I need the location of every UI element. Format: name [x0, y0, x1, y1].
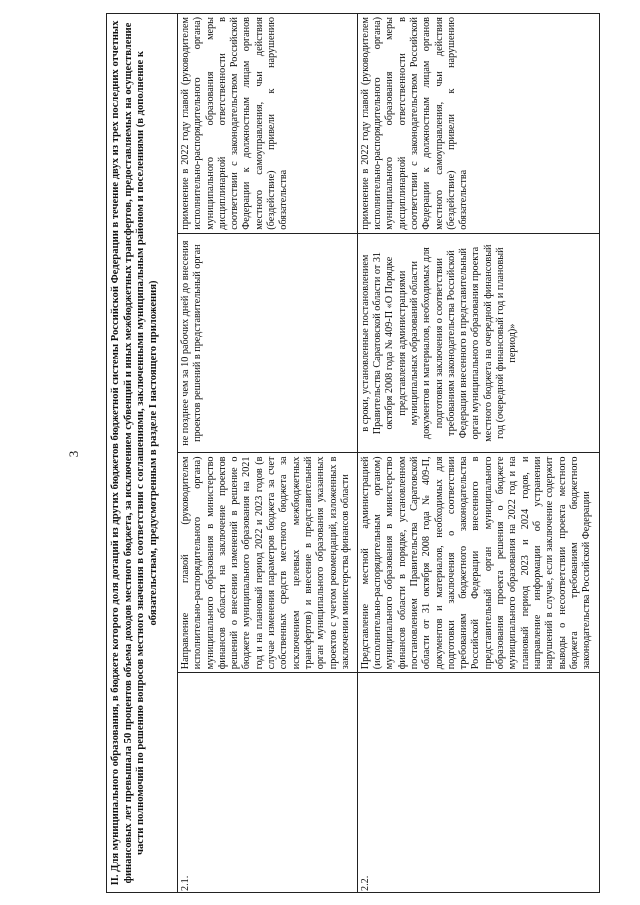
- table-row: [178, 14, 358, 893]
- sanction-cell: применение в 2022 году главой (руководителем исполнительно-распорядительного органа) муниципального образования меры дисциплинарной ответственности в соответствии с законодательством Российской Федерации к должностным лицам органов местного самоуправления, чьи действия (бездействие) привели к нарушению обязательства: [357, 14, 599, 234]
- deadline-cell: в сроки, установленные постановлением Правительства Саратовской области от 31 октября 2008 года № 409-П «О Порядке представления администрациями муниципальных образований области документов и материалов, необходимых для подготовки заключения о соответствии требованиям законодательства Российской Федерации внесенного в представительный орган муниципального образования проекта местного бюджета на очередной финансовый год (очередной финансовый год и плановый период)»: [357, 233, 599, 453]
- rotated-document: [106, 13, 600, 893]
- deadline-cell: не позднее чем за 10 рабочих дней до внесения проектов решений в представительный орган: [178, 233, 358, 453]
- table-row: [357, 14, 599, 893]
- section-title: II. Для муниципального образования, в бюджете которого доля дотаций из других бюджетов бюджетной системы Российской Федерации в течение двух из трех последних отчетных финансовых лет превышала 50 процентов объема доходов местного бюджета, за исключением субвенций и иных межбюджетных трансфертов, предоставляемых на осуществление части полномочий по решению вопросов местного значения в соответствии с соглашениями, заключенными муниципальным районом и поселениями (в дополнение к обязательствам, предусмотренным в разделе I настоящего приложения): [107, 14, 178, 893]
- row-number: 2.2.: [357, 673, 599, 893]
- section-header-row: [107, 14, 178, 893]
- sanction-cell: применение в 2022 году главой (руководителем исполнительно-распорядительного органа) муниципального образования меры дисциплинарной ответственности в соответствии с законодательством Российской Федерации к должностным лицам органов местного самоуправления, чьи действия (бездействие) привели к нарушению обязательства: [178, 14, 358, 234]
- obligation-cell: Направление главой (руководителем исполнительно-распорядительного органа) муниципального образования в министерство финансов области на заключение проектов решений о внесении изменений в решение о бюджете муниципального образования на 2021 год и на плановый период 2022 и 2023 годов (в случае изменения параметров бюджета за счет собственных средств местного бюджета за исключением целевых межбюджетных трансфертов) и внесение в представительный орган муниципального образования указанных проектов с учетом рекомендаций, изложенных в заключении министерства финансов области: [178, 453, 358, 673]
- obligations-table: [106, 13, 600, 893]
- row-number: 2.1.: [178, 673, 358, 893]
- obligation-cell: Представление местной администрацией (исполнительно-распорядительным органом) муниципального образования в министерство финансов области в порядке, установленном постановлением Правительства Саратовской области от 31 октября 2008 года № 409-П, документов и материалов, необходимых для подготовки заключения о соответствии требованиям бюджетного законодательства Российской Федерации внесенного в представительный орган муниципального образования проекта решения о бюджете муниципального образования на 2022 год и на плановый период 2023 и 2024 годов, и направление информации об устранении нарушений в случае, если заключение содержит выводы о несоответствии проекта местного бюджета требованиям бюджетного законодательства Российской Федерации: [357, 453, 599, 673]
- page-number: 3: [66, 450, 81, 458]
